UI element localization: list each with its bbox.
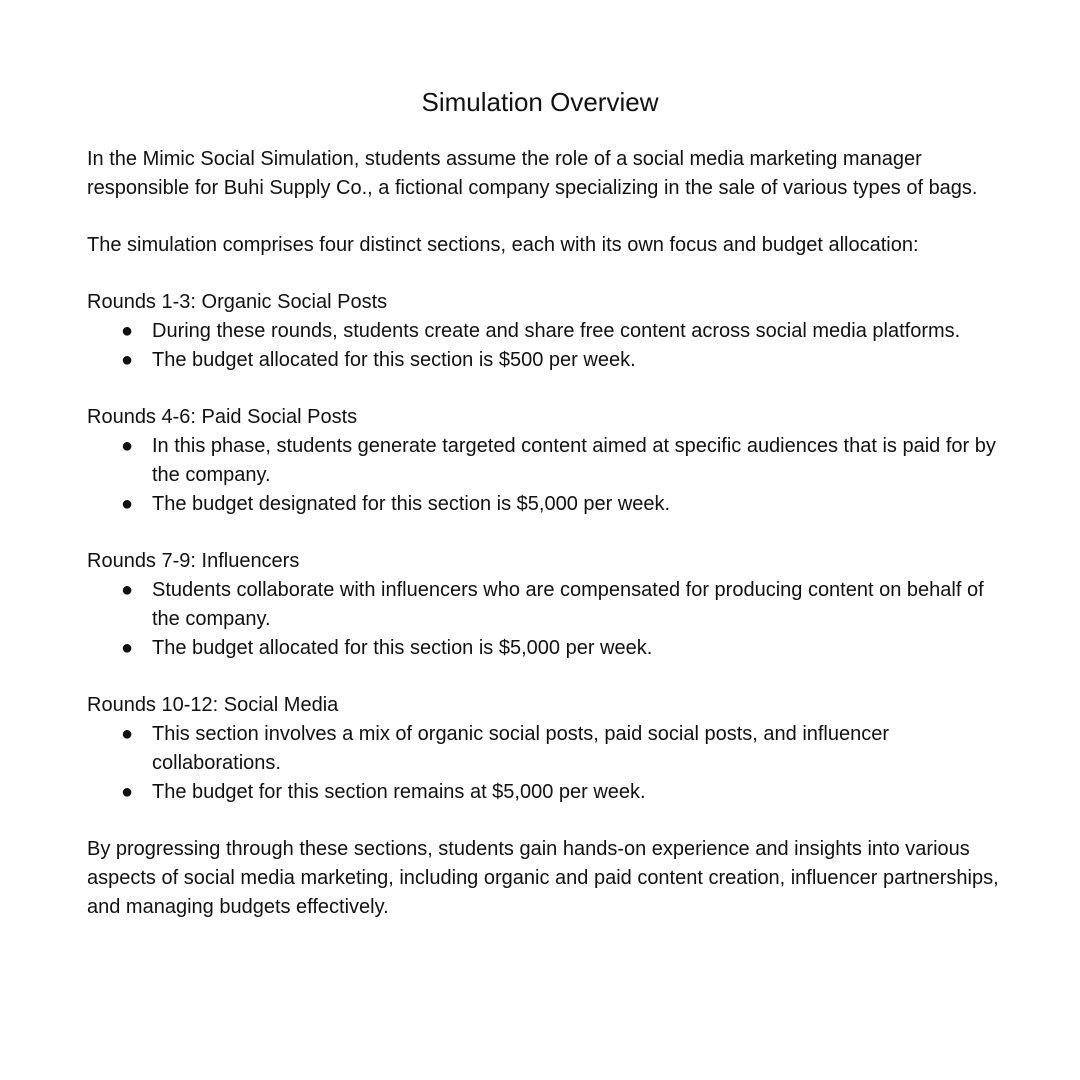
summary-paragraph: The simulation comprises four distinct sections, each with its own focus and budget allocation: <box>87 234 919 256</box>
bullet-list <box>87 720 1005 807</box>
section-heading: Rounds 1-3: Organic Social Posts <box>87 291 388 313</box>
round-section <box>87 288 1005 375</box>
list-item <box>87 634 1005 663</box>
list-item-text: Students collaborate with influencers who are compensated for producing content on behalf of the company. <box>152 579 984 630</box>
list-item-text: The budget allocated for this section is $5,000 per week. <box>152 637 653 659</box>
list-item-text: The budget for this section remains at $5,000 per week. <box>152 781 646 803</box>
bullet-icon: ● <box>121 781 134 803</box>
bullet-icon: ● <box>121 579 134 601</box>
bullet-icon: ● <box>121 435 134 457</box>
round-section <box>87 547 1005 663</box>
document-body <box>87 145 1005 950</box>
list-item-text: During these rounds, students create and share free content across social media platforms. <box>152 320 961 342</box>
bullet-list <box>87 317 1005 375</box>
list-item <box>87 317 1005 346</box>
list-item-text: The budget designated for this section is $5,000 per week. <box>152 493 671 515</box>
list-item-text: This section involves a mix of organic social posts, paid social posts, and influencer collaborations. <box>152 723 890 774</box>
round-section <box>87 403 1005 519</box>
bullet-icon: ● <box>121 320 134 342</box>
bullet-list <box>87 576 1005 663</box>
bullet-icon: ● <box>121 637 134 659</box>
list-item <box>87 490 1005 519</box>
bullet-list <box>87 432 1005 519</box>
document-title: Simulation Overview <box>421 87 659 117</box>
section-heading: Rounds 4-6: Paid Social Posts <box>87 406 358 428</box>
conclusion-paragraph: By progressing through these sections, students gain hands-on experience and insights into various aspects of social media marketing, including organic and paid content creation, influencer partnerships, and managing budgets effectively. <box>87 838 999 918</box>
list-item <box>87 346 1005 375</box>
list-item <box>87 432 1005 490</box>
list-item-text: In this phase, students generate targeted content aimed at specific audiences that is paid for by the company. <box>152 435 996 486</box>
bullet-icon: ● <box>121 493 134 515</box>
section-heading: Rounds 10-12: Social Media <box>87 694 339 716</box>
bullet-icon: ● <box>121 349 134 371</box>
list-item <box>87 576 1005 634</box>
bullet-icon: ● <box>121 723 134 745</box>
round-section <box>87 691 1005 807</box>
list-item <box>87 778 1005 807</box>
section-heading: Rounds 7-9: Influencers <box>87 550 300 572</box>
intro-paragraph: In the Mimic Social Simulation, students assume the role of a social media marketing manager responsible for Buhi Supply Co., a fictional company specializing in the sale of various types of bags. <box>87 148 978 199</box>
list-item <box>87 720 1005 778</box>
list-item-text: The budget allocated for this section is $500 per week. <box>152 349 636 371</box>
